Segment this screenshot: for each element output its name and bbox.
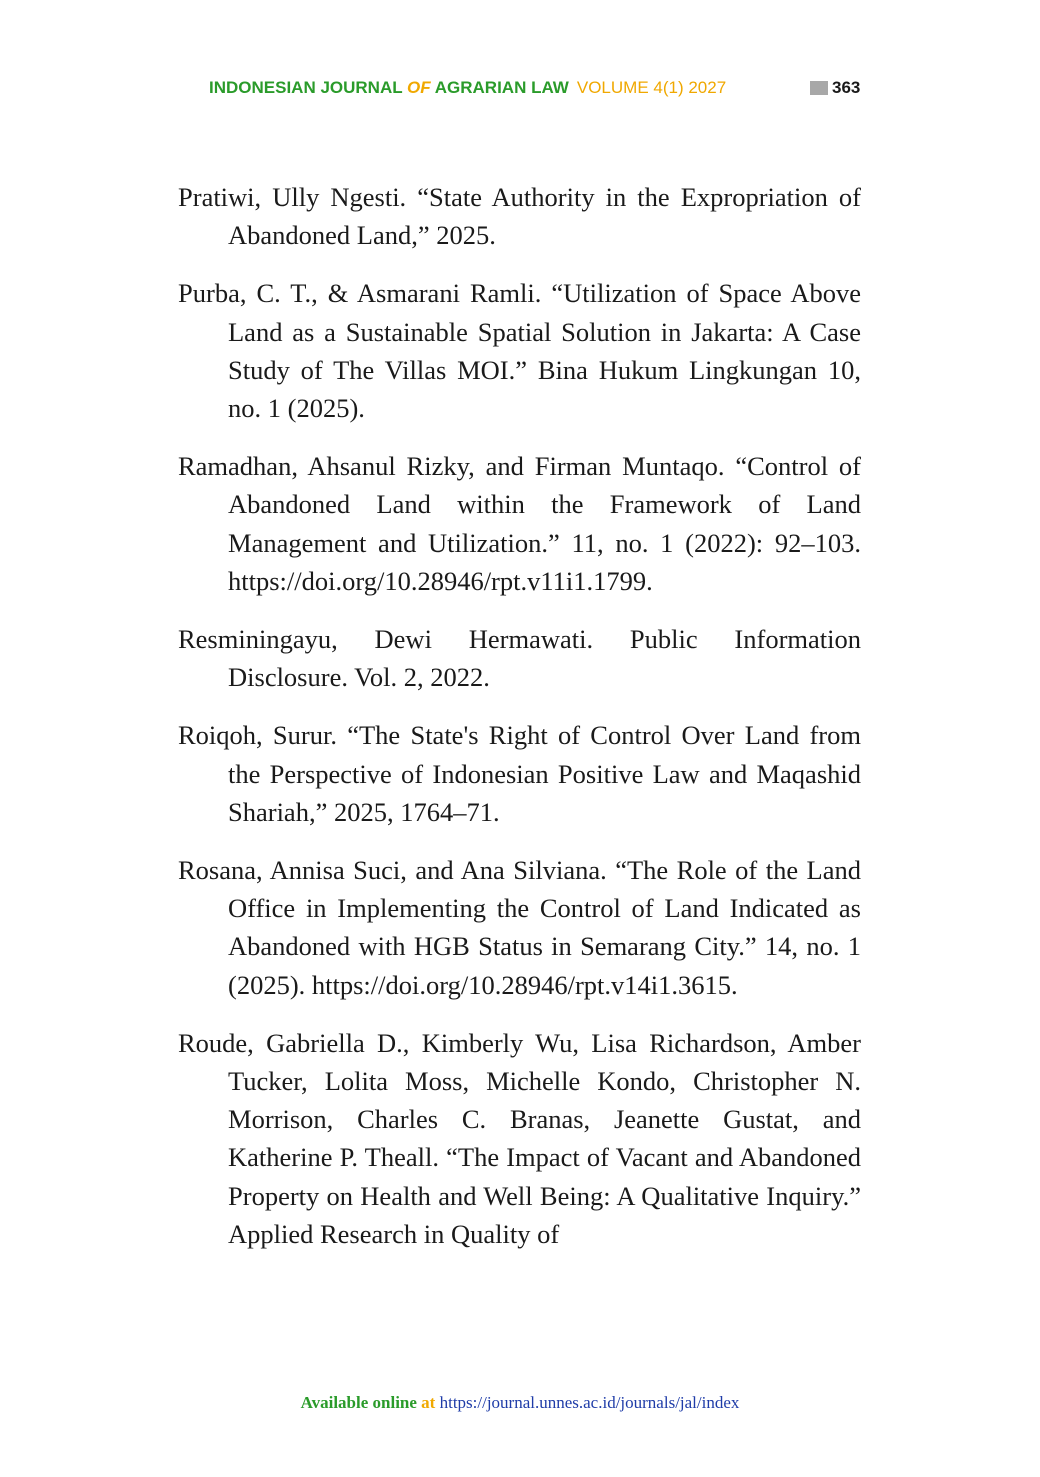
reference-entry: Roiqoh, Surur. “The State's Right of Control Over Land from the Perspective of Indonesian Positive Law and Maqashid Shariah,” 2025, 1764–71. (178, 720, 861, 827)
page-number: 363 (832, 78, 861, 97)
reference-entry: Pratiwi, Ully Ngesti. “State Authority in the Expropriation of Abandoned Land,” 2025. (178, 182, 861, 251)
journal-title-part2: AGRARIAN LAW (430, 78, 569, 97)
journal-volume: VOLUME 4(1) 2027 (576, 78, 727, 97)
reference-list (178, 178, 861, 1273)
page-footer (0, 1391, 1040, 1415)
journal-title (209, 76, 726, 100)
reference-entry: Rosana, Annisa Suci, and Ana Silviana. “The Role of the Land Office in Implementing the Control of Land Indicated as Abandoned with HGB Status in Semarang City.” 14, no. 1 (2025). https://doi.org/10.28946/rpt.v14i1.3615. (178, 855, 861, 1000)
footer-at-label: at (416, 1393, 440, 1412)
reference-entry: Purba, C. T., & Asmarani Ramli. “Utilization of Space Above Land as a Sustainable Spatial Solution in Jakarta: A Case Study of The Villas MOI.” Bina Hukum Lingkungan 10, no. 1 (2025). (178, 278, 861, 424)
journal-title-of: OF (407, 78, 431, 97)
reference-entry: Resminingayu, Dewi Hermawati. Public Information Disclosure. Vol. 2, 2022. (178, 624, 861, 693)
reference-entry: Roude, Gabriella D., Kimberly Wu, Lisa Richardson, Amber Tucker, Lolita Moss, Michelle Kondo, Christopher N. Morrison, Charles C. Branas, Jeanette Gustat, and Katherine P. Theall. “The Impact of Vacant and Abandoned Property on Health and Well Being: A Qualitative Inquiry.” Applied Research in Quality of (178, 1027, 861, 1249)
reference-entry: Ramadhan, Ahsanul Rizky, and Firman Muntaqo. “Control of Abandoned Land within the Framework of Land Management and Utilization.” 11, no. 1 (2022): 92–103. https://doi.org/10.28946/rpt.v11i1.1799. (178, 451, 861, 596)
journal-url-link[interactable]: https://journal.unnes.ac.id/journals/jal/index (439, 1393, 740, 1412)
page-header (0, 76, 1040, 100)
footer-available-label: Available online (300, 1393, 417, 1412)
journal-title-part1: INDONESIAN JOURNAL (209, 78, 408, 97)
page-marker-block (810, 81, 828, 95)
